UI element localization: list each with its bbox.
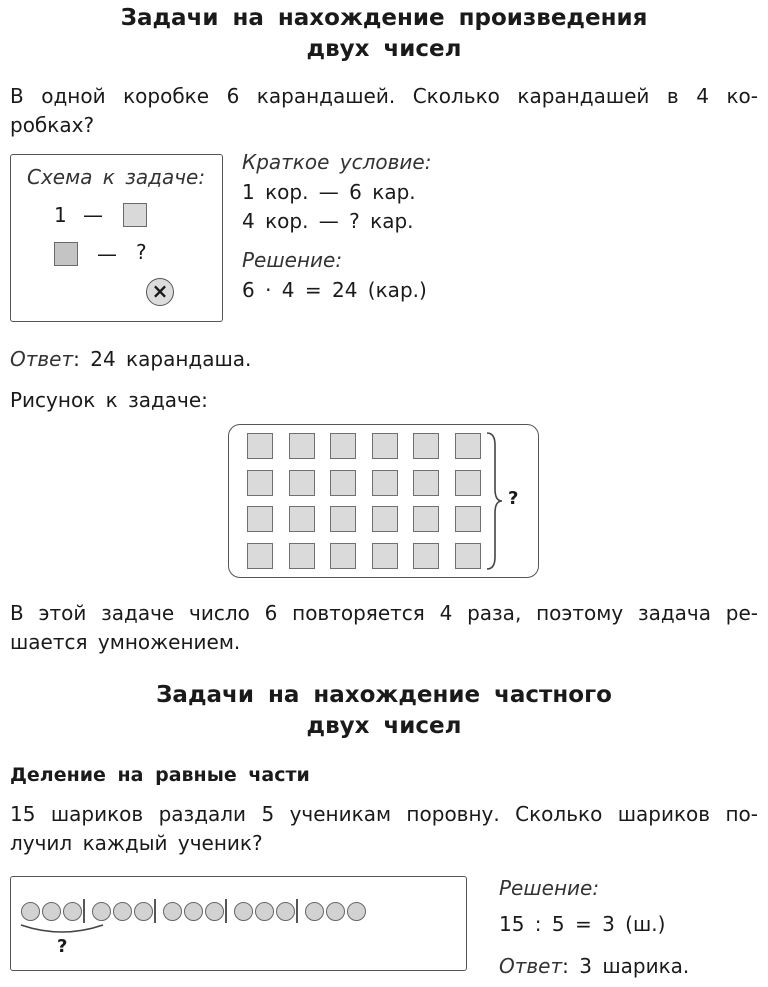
pencil-square-icon [455,470,481,496]
ball-icon [92,902,111,921]
section2-subtitle: Деление на равные части [10,764,310,786]
section2-title-line1: Задачи на нахождение частного [156,682,612,708]
condition-line1: 1 кор. — 6 кар. [242,180,416,204]
pencil-square-icon [372,470,398,496]
pencil-square-icon [289,433,315,459]
ball-icon [63,902,82,921]
pencil-square-icon [413,470,439,496]
pencil-square-icon [247,506,273,532]
problem2-line2: лучил каждый ученик? [10,831,263,855]
scheme-title: Схема к задаче: [27,165,206,189]
scheme-dash1: — [83,203,103,227]
scheme-one: 1 [54,203,67,227]
ball-icon [21,902,40,921]
picture-box [228,424,539,578]
group-separator [83,899,85,923]
pencil-square-icon [247,433,273,459]
problem2-line1: 15 шариков раздали 5 ученикам поровну. Сколько шариков по- [10,802,758,826]
ball-icon [184,902,203,921]
pencil-square-icon [413,543,439,569]
picture-title: Рисунок к задаче: [10,388,208,412]
conclusion-line2: шается умножением. [10,630,241,654]
pencil-square-icon [247,470,273,496]
pencil-square-icon [289,543,315,569]
pencil-square-icon [289,470,315,496]
group-separator [225,899,227,923]
solution2-title: Решение: [499,876,600,900]
pencil-square-icon [413,506,439,532]
ball-icon [255,902,274,921]
problem1-line1: В одной коробке 6 карандашей. Сколько карандашей в 4 ко- [10,84,758,108]
solution2-expression: 15 : 5 = 3 (ш.) [499,912,666,936]
pencil-square-icon [372,543,398,569]
ball-icon [326,902,345,921]
section2-title-line2: двух чисел [306,713,462,739]
balls-question: ? [57,936,68,957]
answer1 [10,345,251,374]
brace-icon [485,431,505,571]
pencil-square-icon [372,433,398,459]
answer2-label: Ответ [499,954,563,978]
problem1-line2: робках? [10,113,95,137]
solution1-title: Решение: [242,248,343,272]
pencil-square-icon [330,543,356,569]
ball-icon [234,902,253,921]
pencil-square-icon [455,506,481,532]
pencil-square-icon [455,433,481,459]
conclusion-line1: В этой задаче число 6 повторяется 4 раза, поэтому задача ре- [10,601,758,625]
pencil-square-icon [455,543,481,569]
pencil-square-icon [330,506,356,532]
box-square-icon [54,242,78,266]
scheme-box [10,154,223,322]
ball-icon [163,902,182,921]
condition-title: Краткое условие: [242,150,432,174]
pencil-square-icon [372,506,398,532]
answer2-text: : 3 шарика. [562,954,690,978]
ball-icon [276,902,295,921]
picture-question: ? [508,488,519,509]
group-separator [154,899,156,923]
pencil-square-icon [247,543,273,569]
section1-title-line1: Задачи на нахождение произведения [120,5,648,31]
ball-icon [347,902,366,921]
condition-line2: 4 кор. — ? кар. [242,209,414,233]
pencil-square-icon [330,433,356,459]
box-square-icon [123,203,147,227]
pencil-square-icon [289,506,315,532]
group-separator [296,899,298,923]
pencil-square-icon [413,433,439,459]
ball-icon [134,902,153,921]
answer1-text: : 24 карандаша. [73,347,252,371]
scheme-dash2: — [97,242,117,266]
pencil-square-icon [330,470,356,496]
multiply-icon: × [146,278,174,306]
answer2 [499,952,689,981]
answer1-label: Ответ [10,347,74,371]
section1-title-line2: двух чисел [306,36,462,62]
ball-icon [205,902,224,921]
ball-icon [42,902,61,921]
solution1-expression: 6 · 4 = 24 (кар.) [242,278,427,302]
ball-icon [113,902,132,921]
ball-icon [305,902,324,921]
scheme-question: ? [136,240,147,264]
